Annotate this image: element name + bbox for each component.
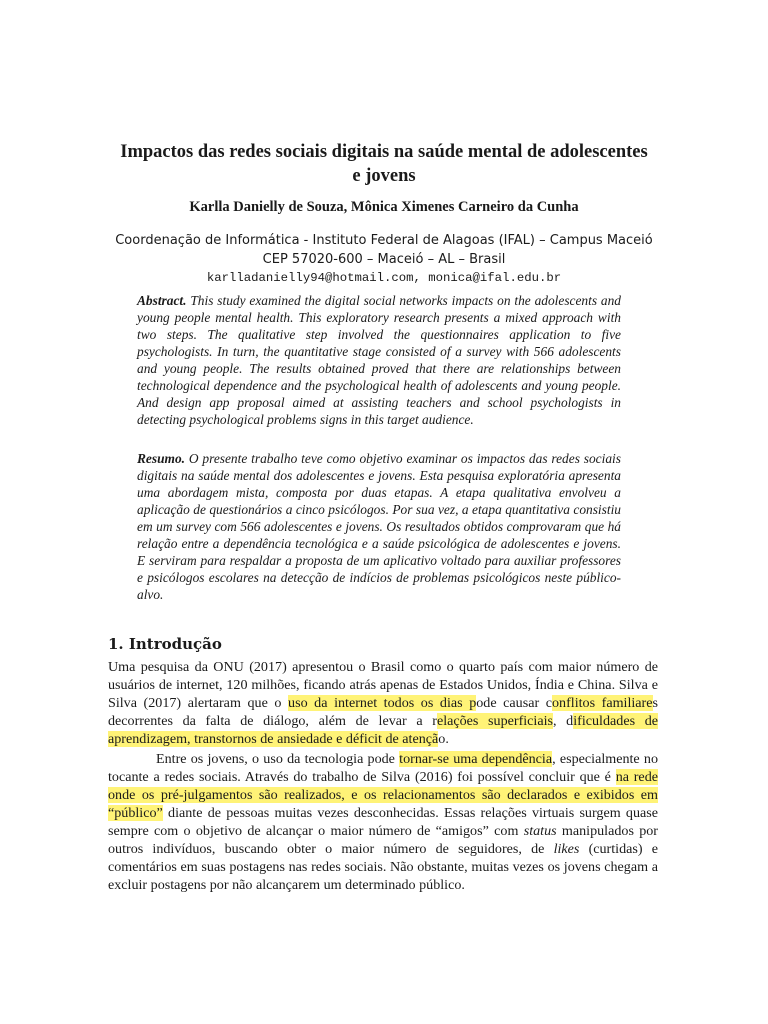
affiliation xyxy=(0,231,768,269)
author-emails: karlladanielly94@hotmail.com, monica@ifal.edu.br xyxy=(206,271,562,285)
highlighted-text: ificuldades de aprendizagem, transtornos de ansiedade e déficit de atençã xyxy=(108,713,659,747)
text-run: , especialmente no tocante a redes sociais. Através do trabalho de Silva (2016) foi possível concluir que é xyxy=(108,751,658,785)
text-run: (curtidas) e comentários em suas postagens nas redes sociais. Não obstante, muitas vezes os jovens chegam a excluir postagens por não alcançarem um determinado público. xyxy=(108,841,658,893)
italic-text: likes xyxy=(553,841,580,857)
highlighted-text: na rede onde os pré-julgamentos são realizados, e os relacionamentos são declarados e exibidos em “público” xyxy=(108,769,658,821)
resumo-block xyxy=(137,450,621,603)
section-heading: 1. Introdução xyxy=(108,635,222,653)
text-run: s decorrentes da falta de diálogo, além de levar a r xyxy=(108,695,659,729)
text-run: , d xyxy=(553,713,574,729)
affiliation-line-1: Coordenação de Informática - Instituto Federal de Alagoas (IFAL) – Campus Maceió xyxy=(115,233,653,248)
abstract-block xyxy=(137,292,621,428)
text-run: Uma pesquisa da ONU (2017) apresentou o Brasil como o quarto país com maior número de usuários de internet, 120 milhões, ficando atrás apenas de Estados Unidos, Índia e China. Silva e Silva (2017) alertaram que o xyxy=(108,659,658,711)
text-run: Entre os jovens, o uso da tecnologia pode xyxy=(156,751,400,767)
text-run: ode causar c xyxy=(476,695,552,711)
intro-paragraph-1 xyxy=(108,658,658,748)
paper-title: Impactos das redes sociais digitais na saúde mental de adolescentes e jovens xyxy=(120,142,648,186)
resumo-label: Resumo. xyxy=(137,451,185,466)
text-run: diante de pessoas muitas vezes desconhecidas. Essas relações virtuais surgem quase sempre com o objetivo de alcançar o maior número de “amigos” com xyxy=(108,805,658,839)
italic-text: status xyxy=(523,823,557,839)
abstract-text: This study examined the digital social networks impacts on the adolescents and young people mental health. This exploratory research presents a mixed approach with two steps. The qualitative step involved the questionnaires application to five psychologists. In turn, the quantitative stage consisted of a survey with 566 adolescents and young people. The results obtained proved that there are relationships between technological dependence and the psychological health of adolescents and young people. And design app proposal aimed at assisting teachers and school psychologists in detecting psychological problems signs in this target audience. xyxy=(137,293,621,427)
highlighted-text: elações superficiais xyxy=(436,713,554,729)
highlighted-text: onflitos familiare xyxy=(552,695,653,711)
paper-authors: Karlla Danielly de Souza, Mônica Ximenes Carneiro da Cunha xyxy=(189,199,579,215)
affiliation-line-2: CEP 57020-600 – Maceió – AL – Brasil xyxy=(262,252,506,267)
abstract-label: Abstract. xyxy=(137,293,187,308)
text-run: manipulados por outros indivíduos, buscando obter o maior número de seguidores, de xyxy=(108,823,659,857)
text-run: o. xyxy=(438,731,449,747)
resumo-text: O presente trabalho teve como objetivo examinar os impactos das redes sociais digitais na saúde mental dos adolescentes e jovens. Esta pesquisa exploratória apresenta uma abordagem mista, composta por duas etapas. A etapa qualitativa envolveu a aplicação de questionários a cinco psicólogos. Por sua vez, a etapa quantitativa consistiu em um survey com 566 adolescentes e jovens. Os resultados obtidos comprovaram que há relação entre a dependência tecnológica e a saúde psicológica de adolescentes e jovens. E serviram para respaldar a proposta de um aplicativo voltado para auxiliar professores e psicólogos escolares na detecção de indícios de problemas psicológicos neste público-alvo. xyxy=(137,451,621,602)
intro-paragraph-2 xyxy=(108,750,658,894)
highlighted-text: uso da internet todos os dias p xyxy=(288,695,477,711)
highlighted-text: tornar-se uma dependência xyxy=(399,751,553,767)
